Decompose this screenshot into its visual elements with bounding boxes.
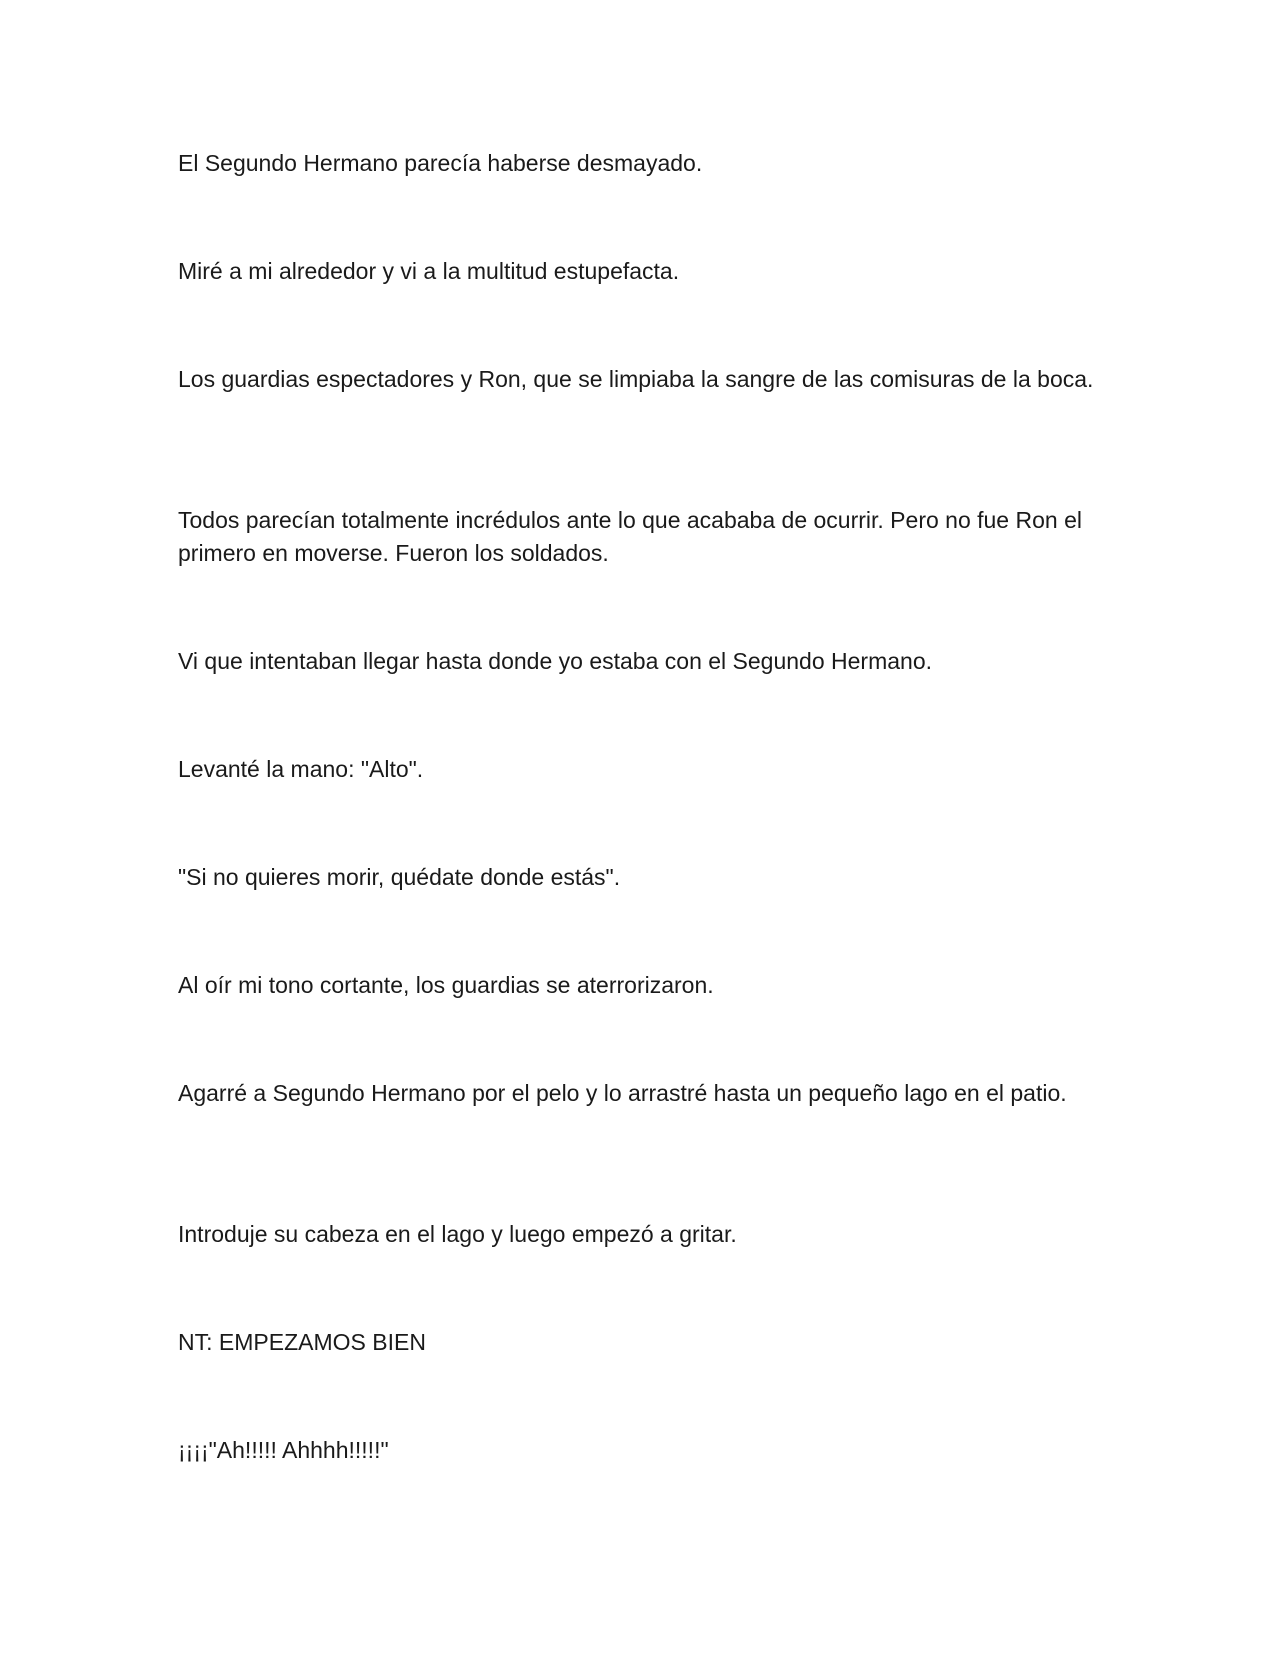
paragraph-7: "Si no quieres morir, quédate donde estás". bbox=[178, 864, 621, 890]
paragraph-12: ¡¡¡¡"Ah!!!!! Ahhhh!!!!!" bbox=[178, 1437, 389, 1463]
paragraph-8: Al oír mi tono cortante, los guardias se aterrorizaron. bbox=[178, 972, 714, 998]
paragraph-2: Miré a mi alrededor y vi a la multitud estupefacta. bbox=[178, 258, 680, 284]
paragraph-10: Introduje su cabeza en el lago y luego empezó a gritar. bbox=[178, 1221, 737, 1247]
paragraph-9: Agarré a Segundo Hermano por el pelo y lo arrastré hasta un pequeño lago en el patio. bbox=[178, 1080, 1067, 1106]
paragraph-6: Levanté la mano: "Alto". bbox=[178, 756, 424, 782]
paragraph-3: Los guardias espectadores y Ron, que se limpiaba la sangre de las comisuras de la boca. bbox=[178, 366, 1094, 392]
paragraph-4: Todos parecían totalmente incrédulos ante lo que acababa de ocurrir. Pero no fue Ron el primero en moverse. Fueron los soldados. bbox=[178, 507, 1082, 566]
paragraph-5: Vi que intentaban llegar hasta donde yo estaba con el Segundo Hermano. bbox=[178, 648, 933, 674]
paragraph-1: El Segundo Hermano parecía haberse desmayado. bbox=[178, 150, 703, 176]
translator-note: NT: EMPEZAMOS BIEN bbox=[178, 1329, 426, 1355]
